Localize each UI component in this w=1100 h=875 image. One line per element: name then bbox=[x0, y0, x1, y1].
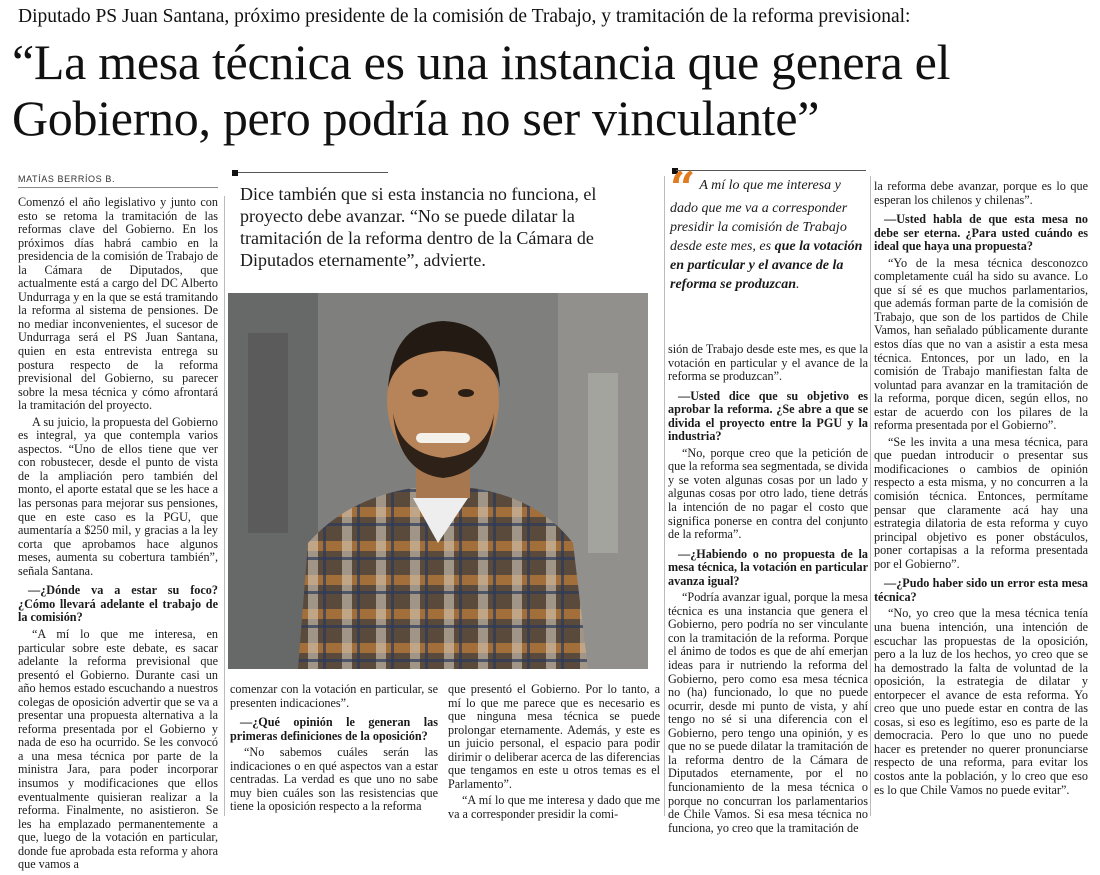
paragraph: “No, yo creo que la mesa técnica tenía una buena intención, una intención de escuchar las propuestas de la oposición, pero a la luz de los hechos, yo creo que se ha demostrado la falta de voluntad de la oposición, la estrategia de dilatar y entorpecer el avance de esta reforma. Yo creo que uno puede estar en contra de las cosas, si eso es legítimo, eso es parte de la democracia. Pero lo que uno no puede hacer es pretender no querer pronunciarse respecto de una reforma, para evitar los costos ante la población, y lo creo que eso es lo que Chile Vamos no puede evitar”. bbox=[874, 606, 1088, 797]
article-column-1 bbox=[18, 196, 218, 875]
intro-bullet-icon bbox=[232, 170, 238, 176]
paragraph: Comenzó el año legislativo y junto con esto se retoma la tramitación de las reformas clave del Gobierno. En los próximos días habrá cambio en la presidencia de la comisión de Trabajo de la Cámara de Diputados, que actualmente está a cargo del DC Alberto Undurraga y en la que se está tramitando la reforma al sistema de pensiones. De no mediar inconvenientes, el sucesor de Undurraga será el PS Juan Santana, quien en esta entrevista entrega su postura respecto de la reforma previsional del Gobierno, su parecer sobre la mesa técnica y cómo afrontará la tramitación del proyecto. bbox=[18, 195, 218, 413]
paragraph: “No, porque creo que la petición de que la reforma sea segmentada, se divida y se voten algunas cosas por un lado y algunas cosas por otro lado, tiene detrás la intención de no pagar el costo que significa ponerse en contra del conjunto de la reforma”. bbox=[668, 445, 868, 542]
column-rule bbox=[664, 176, 665, 816]
column-rule bbox=[224, 196, 225, 816]
article-column-2b bbox=[448, 683, 660, 824]
paragraph: que presentó el Gobierno. Por lo tanto, a mí lo que me parece que es necesario es que ninguna mesa técnica se puede prolongar eternamente. Además, y este es un juicio personal, el espacio para podir dirimir o deliberar acerca de las diferencias que tengamos en este u otros temas es el Parlamento”. bbox=[448, 682, 660, 791]
paragraph: “No sabemos cuáles serán las indicaciones o en qué aspectos van a estar centradas. La verdad es que uno no sabe muy bien cuáles son las resistencias que tiene la oposición respecto a la reforma bbox=[230, 745, 438, 814]
interview-question: —¿Qué opinión le generan las primeras definiciones de la oposición? bbox=[230, 715, 438, 743]
interview-question: —Usted dice que su objetivo es aprobar la reforma. ¿Se abre a que se divida el proyecto entre la PGU y la industria? bbox=[668, 388, 868, 444]
portrait-photo bbox=[228, 293, 648, 669]
pullquote-divider bbox=[676, 170, 866, 171]
interview-question: —¿Habiendo o no propuesta de la mesa técnica, la votación en particular avanza igual? bbox=[668, 546, 868, 588]
paragraph: “Se les invita a una mesa técnica, para que puedan introducir o presentar sus modificaciones o cambios de opinión respecto a esta misma, y no concurren a la comisión técnica. Entonces, permítame pensar que claramente acá hay una estrategia dilatoria de esta reforma y cuyo principal objetivo es poner obstáculos, poner cortapisas a la reforma presentada por el Gobierno”. bbox=[874, 434, 1088, 571]
paragraph: A su juicio, la propuesta del Gobierno es integral, ya que contempla varios aspectos. “Uno de ellos tiene que ver con robustecer, desde el punto de vista de la ampliación pero también del monto, el aporte estatal que se les hace a las personas para mejorar sus pensiones, que en este caso es la PGU, que aumentaría a $250 mil, y gracias a la ley corta que aprobamos hace algunos meses, aumenta su cobertura también”, señala Santana. bbox=[18, 414, 218, 578]
pull-quote-text-1: A mí lo que me interesa y dado que me va a corresponder presidir la comisión de Trabajo desde este mes, es bbox=[670, 178, 848, 254]
portrait-illustration bbox=[228, 293, 648, 669]
intro-divider bbox=[238, 172, 388, 173]
article-column-4 bbox=[874, 180, 1088, 800]
paragraph: “A mí lo que me interesa, en particular sobre este debate, es sacar adelante la reforma previsional que presentó el Gobierno. Durante casi un año hemos estado escuchando a nuestros colegas de oposición advertir que se va a presentar una propuesta alternativa a la reforma presentada por el Gobierno y nada de eso ha ocurrido. Se les convocó a una mesa técnica por parte de la ministra Jara, para poder incorporar insumos y modificaciones que ellos eventualmente quisieran realizar a la reforma. Finalmente, no asistieron. Se les ha emplazado permanentemente a que, luego de la votación en particular, donde fue aprobada esta reforma y ahora que vamos a bbox=[18, 626, 218, 872]
pull-quote-emphasis: que la votación en particular y el avance de la reforma se produzcan bbox=[670, 239, 863, 292]
paragraph: “Yo de la mesa técnica desconozco completamente cuál ha sido su avance. Lo que sí sé es que muchos parlamentarios, que además forman parte de la comisión de Trabajo, que son de los partidos de Chile Vamos, han señalado públicamente durante estos días que no van a asistir a esta mesa técnica. Entonces, por un lado, en la comisión de Trabajo manifiestan falta de voluntad para avanzar en la tramitación de la reforma, porque dicen, según ellos, no estar de acuerdo con los pilares de la reforma presentada por el Gobierno”. bbox=[874, 255, 1088, 433]
intro-standfirst: Dice también que si esta instancia no funciona, el proyecto debe avanzar. “No se puede dilatar la tramitación de la reforma dentro de la Cámara de Diputados eternamente”, advierte. bbox=[240, 184, 597, 270]
quote-mark-icon: “ bbox=[670, 163, 696, 214]
interview-question: —Usted habla de que esta mesa no debe ser eterna. ¿Para usted cuándo es ideal que haya una propuesta? bbox=[874, 212, 1088, 254]
interview-question: —¿Dónde va a estar su foco? ¿Cómo llevará adelante el trabajo de la comisión? bbox=[18, 583, 218, 625]
paragraph: “A mí lo que me interesa y dado que me va a corresponder presidir la comi- bbox=[448, 793, 660, 821]
paragraph: comenzar con la votación en particular, se presenten indicaciones”. bbox=[230, 682, 438, 710]
paragraph: la reforma debe avanzar, porque es lo que esperan los chilenos y chilenas”. bbox=[874, 179, 1088, 207]
byline: MATÍAS BERRÍOS B. bbox=[18, 174, 116, 184]
kicker: Diputado PS Juan Santana, próximo presidente de la comisión de Trabajo, y tramitación de la reforma previsional: bbox=[18, 6, 911, 27]
column-rule bbox=[870, 176, 871, 816]
headline: “La mesa técnica es una instancia que genera el Gobierno, pero podría no ser vinculante” bbox=[12, 34, 951, 146]
byline-divider bbox=[18, 187, 218, 188]
paragraph: sión de Trabajo desde este mes, es que la votación en particular y el avance de la reforma se produzcan”. bbox=[668, 342, 868, 384]
article-column-2a bbox=[230, 683, 438, 817]
pull-quote bbox=[670, 163, 866, 294]
pull-quote-text-2: . bbox=[796, 277, 800, 292]
interview-question: —¿Pudo haber sido un error esta mesa técnica? bbox=[874, 576, 1088, 604]
article-column-3 bbox=[668, 343, 868, 838]
paragraph: “Podría avanzar igual, porque la mesa técnica es una instancia que genera el Gobierno, pero podría no ser vinculante con la tramitación de la reforma. Porque el ánimo de todos es que de ahí emerjan ideas para ir nutriendo la reforma del Gobierno, pero como esa mesa técnica no (ha) funcionado, lo que no puede ocurrir, desde mi punto de vista, y ahí tengo no sé si una diferencia con el Gobierno, pero tengo una opinión, y es que no se puede dilatar la tramitación de la reforma dentro de la Cámara de Diputados eternamente, por el no funcionamiento de la mesa técnica o porque no concurran los parlamentarios de Chile Vamos. Si esa mesa técnica no funciona, yo creo que la tramitación de bbox=[668, 590, 868, 835]
